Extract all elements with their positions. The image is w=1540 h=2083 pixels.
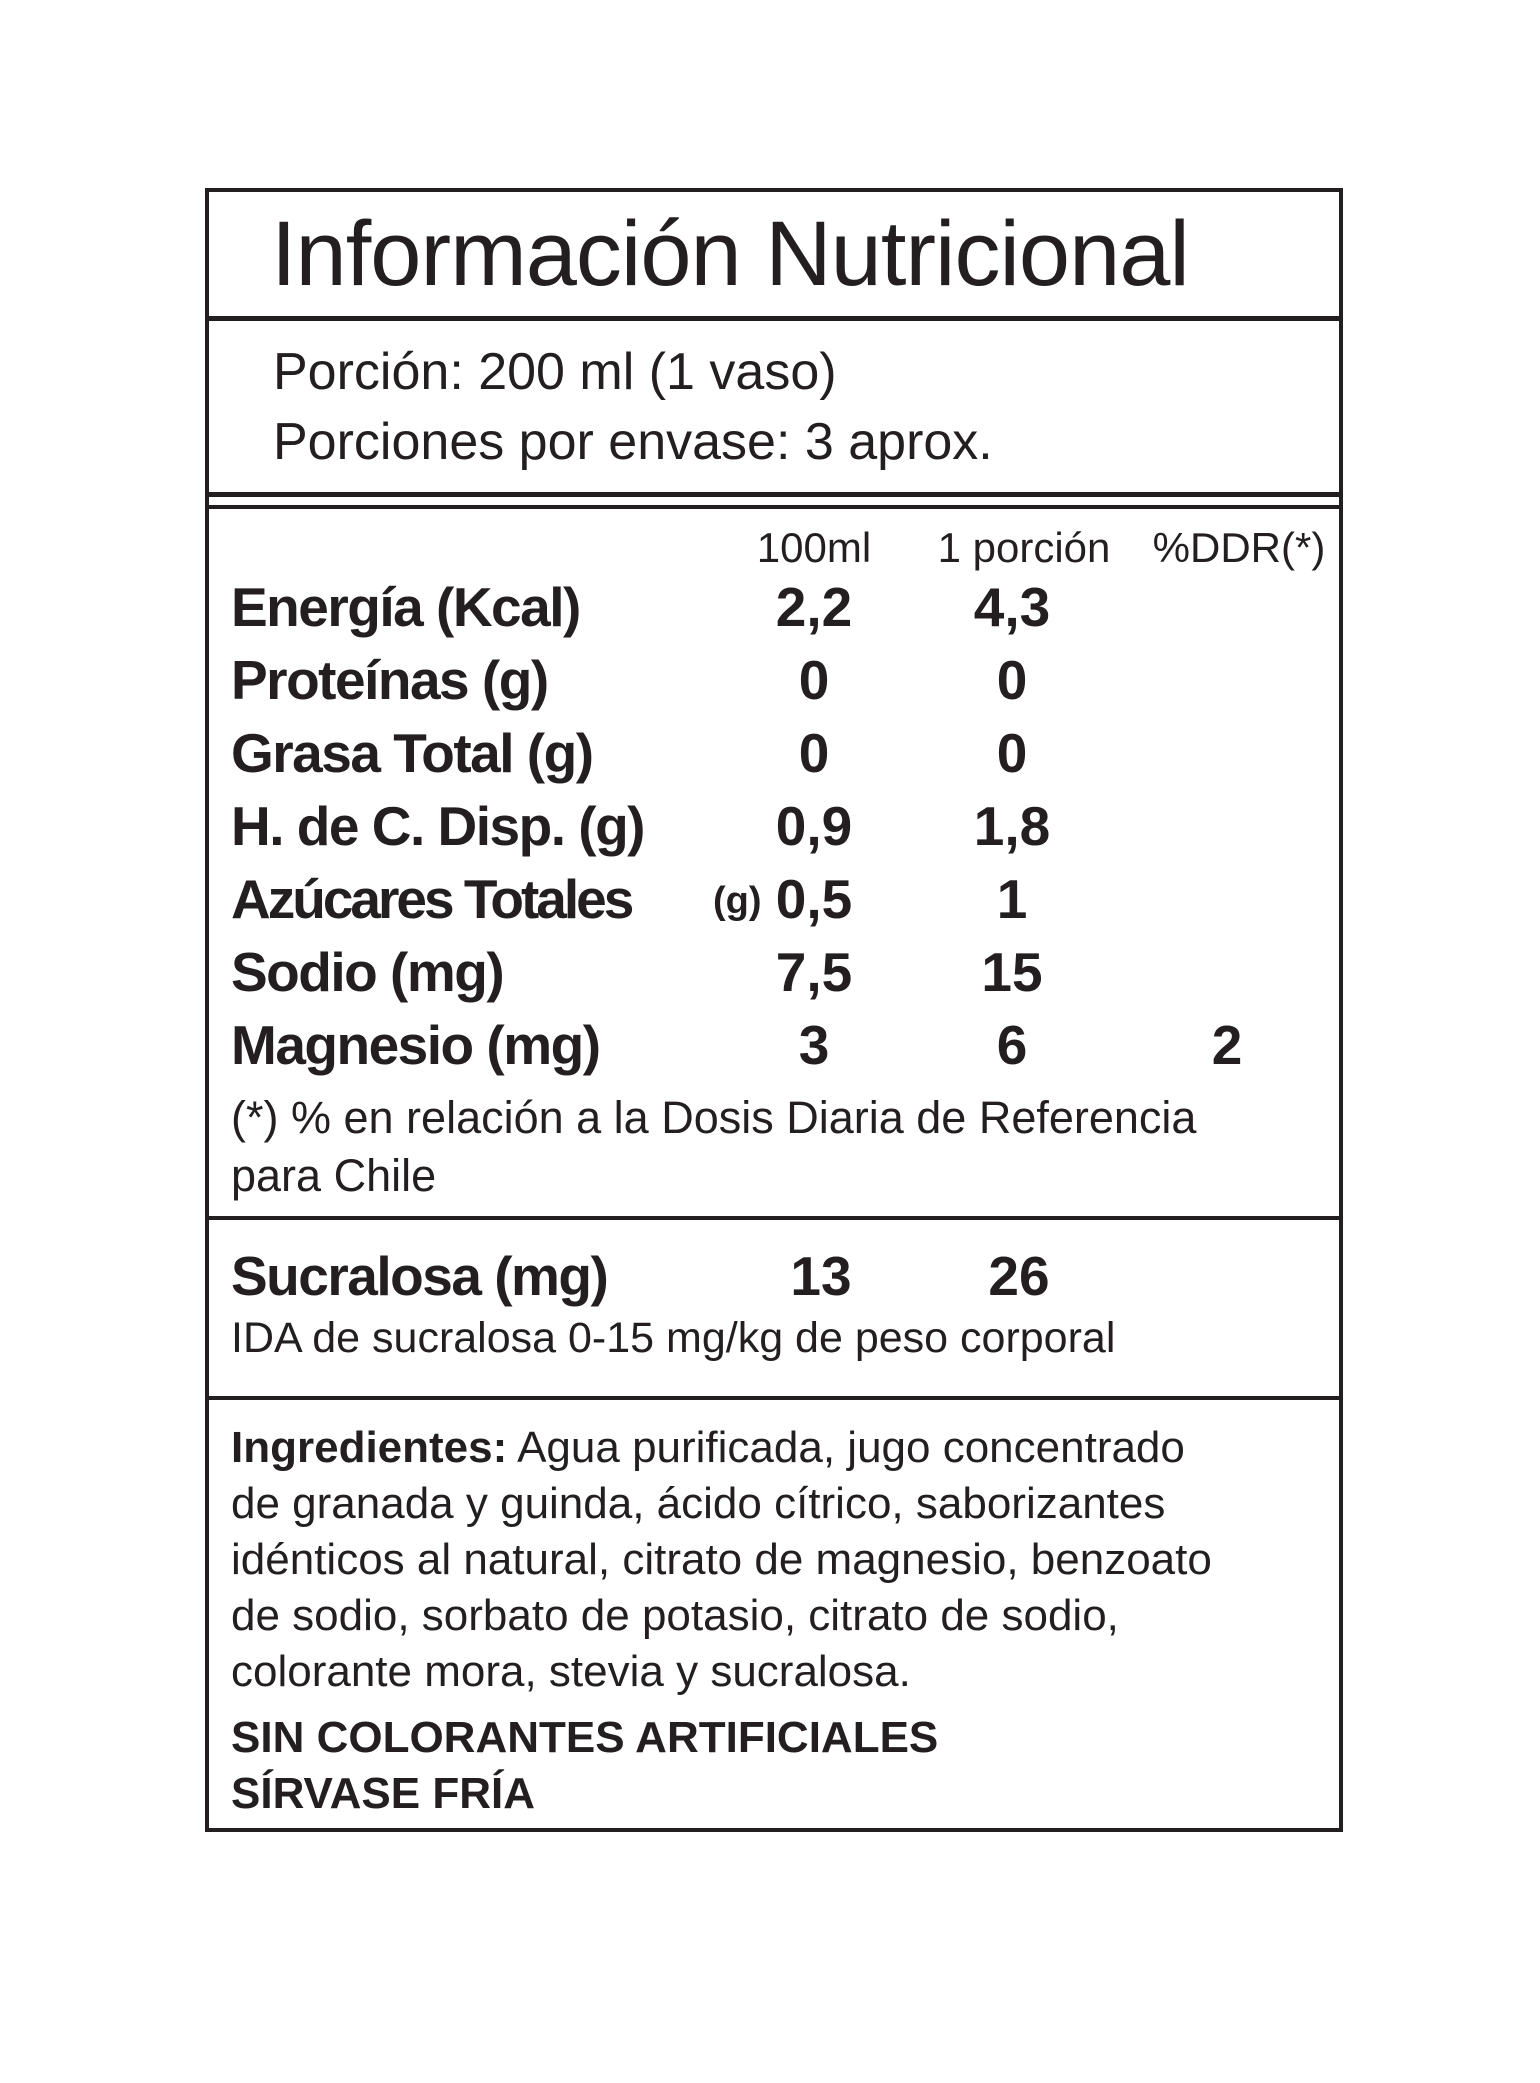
col-header-portion: 1 porción xyxy=(937,524,1111,571)
value-portion: 1,8 xyxy=(973,795,1051,857)
divider xyxy=(209,1216,1339,1220)
divider xyxy=(209,1396,1339,1400)
servings-per-pack: Porciones por envase: 3 aprox. xyxy=(273,413,993,471)
value-100ml: 0 xyxy=(798,649,830,711)
notice-serve-cold: SÍRVASE FRÍA xyxy=(231,1769,535,1818)
nutrient-name: Sodio (mg) xyxy=(231,941,504,1003)
ingredients-label: Ingredientes: xyxy=(231,1423,508,1472)
nutrient-name: Grasa Total (g) xyxy=(231,722,593,784)
ingredients-line: Ingredientes: Agua purificada, jugo concentrado xyxy=(231,1423,1185,1472)
notice-no-artificial-colors: SIN COLORANTES ARTIFICIALES xyxy=(231,1713,939,1762)
divider xyxy=(209,505,1339,509)
ingredients-line: de granada y guinda, ácido cítrico, saborizantes xyxy=(231,1479,1166,1528)
sweetener-name: Sucralosa (mg) xyxy=(231,1245,608,1307)
ingredients-line: colorante mora, stevia y sucralosa. xyxy=(231,1647,911,1696)
value-100ml: 7,5 xyxy=(775,941,853,1003)
nutrient-name: Azúcares Totales xyxy=(231,868,632,930)
nutrient-name: H. de C. Disp. (g) xyxy=(231,795,644,857)
serving-size: Porción: 200 ml (1 vaso) xyxy=(273,343,837,401)
col-header-100ml: 100ml xyxy=(756,524,872,571)
value-100ml: 0,9 xyxy=(775,795,853,857)
nutrient-unit: (g) xyxy=(713,880,762,922)
value-portion: 1 xyxy=(996,868,1028,930)
value-100ml: 0 xyxy=(798,722,830,784)
sweetener-note: IDA de sucralosa 0-15 mg/kg de peso corporal xyxy=(231,1314,1116,1362)
value-100ml: 2,2 xyxy=(775,576,853,638)
value-portion: 0 xyxy=(996,722,1028,784)
ingredients-line: de sodio, sorbato de potasio, citrato de sodio, xyxy=(231,1591,1119,1640)
value-ddr: 2 xyxy=(1211,1014,1243,1076)
value-portion: 6 xyxy=(996,1014,1028,1076)
value-portion: 15 xyxy=(981,941,1043,1003)
value-portion: 0 xyxy=(996,649,1028,711)
ddr-footnote-country: para Chile xyxy=(231,1150,437,1201)
col-header-ddr: %DDR(*) xyxy=(1152,524,1326,571)
sweetener-portion: 26 xyxy=(988,1245,1050,1307)
nutrition-label xyxy=(205,188,1343,1832)
ingredients-line: idénticos al natural, citrato de magnesio, benzoato xyxy=(231,1535,1212,1584)
divider xyxy=(209,492,1339,497)
sweetener-100ml: 13 xyxy=(790,1245,852,1307)
nutrient-name: Energía (Kcal) xyxy=(231,576,580,638)
label-title: Información Nutricional xyxy=(271,203,1189,305)
value-100ml: 3 xyxy=(798,1014,830,1076)
nutrient-name: Proteínas (g) xyxy=(231,649,548,711)
value-portion: 4,3 xyxy=(973,576,1051,638)
divider xyxy=(209,316,1339,321)
nutrient-name: Magnesio (mg) xyxy=(231,1014,600,1076)
ddr-footnote: (*) % en relación a la Dosis Diaria de Referencia xyxy=(231,1092,1197,1143)
value-100ml: 0,5 xyxy=(775,868,853,930)
